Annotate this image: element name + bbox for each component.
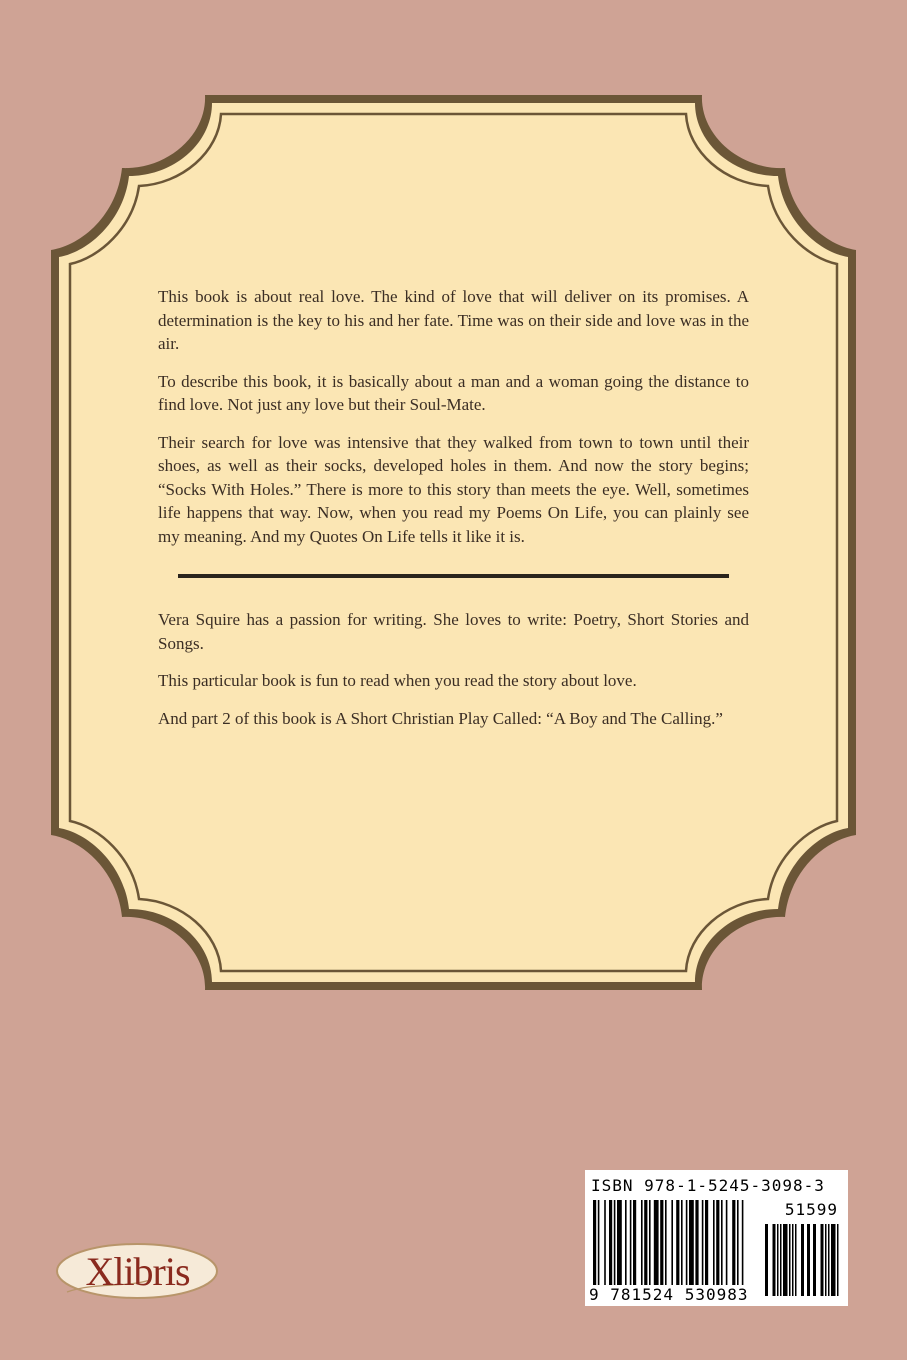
publisher-name: Xlibris xyxy=(85,1248,190,1294)
barcode-digits: 9 781524 530983 xyxy=(589,1285,749,1304)
blurb-paragraph: This book is about real love. The kind of love that will deliver on its promises. A determination is the key to his and her fate. Time was on their side and love was in the air. xyxy=(158,287,749,353)
blurb-paragraph: Their search for love was intensive that they walked from town to town until their shoes, as well as their socks, developed holes in them. And now the story begins; “Socks With Holes.” There is more to this story than meets the eye. Well, sometimes life happens that way. Now, when you read my Poems On Life, you can plainly see my meaning. And my Quotes On Life tells it like it is. xyxy=(158,432,749,546)
author-bio-paragraph: And part 2 of this book is A Short Christian Play Called: “A Boy and The Calling.” xyxy=(158,708,723,728)
price-code: 51599 xyxy=(784,1200,838,1219)
section-divider xyxy=(178,574,729,578)
blurb-paragraph: To describe this book, it is basically about a man and a woman going the distance to find love. Not just any love but their Soul-Mate. xyxy=(158,371,749,414)
isbn-barcode xyxy=(585,1170,848,1306)
isbn-label: ISBN 978-1-5245-3098-3 xyxy=(591,1176,825,1195)
author-bio-paragraph: Vera Squire has a passion for writing. She loves to write: Poetry, Short Stories and Songs. xyxy=(158,610,749,653)
author-bio-paragraph: This particular book is fun to read when you read the story about love. xyxy=(158,671,637,690)
back-cover-text xyxy=(158,285,749,744)
publisher-logo xyxy=(55,1242,220,1300)
